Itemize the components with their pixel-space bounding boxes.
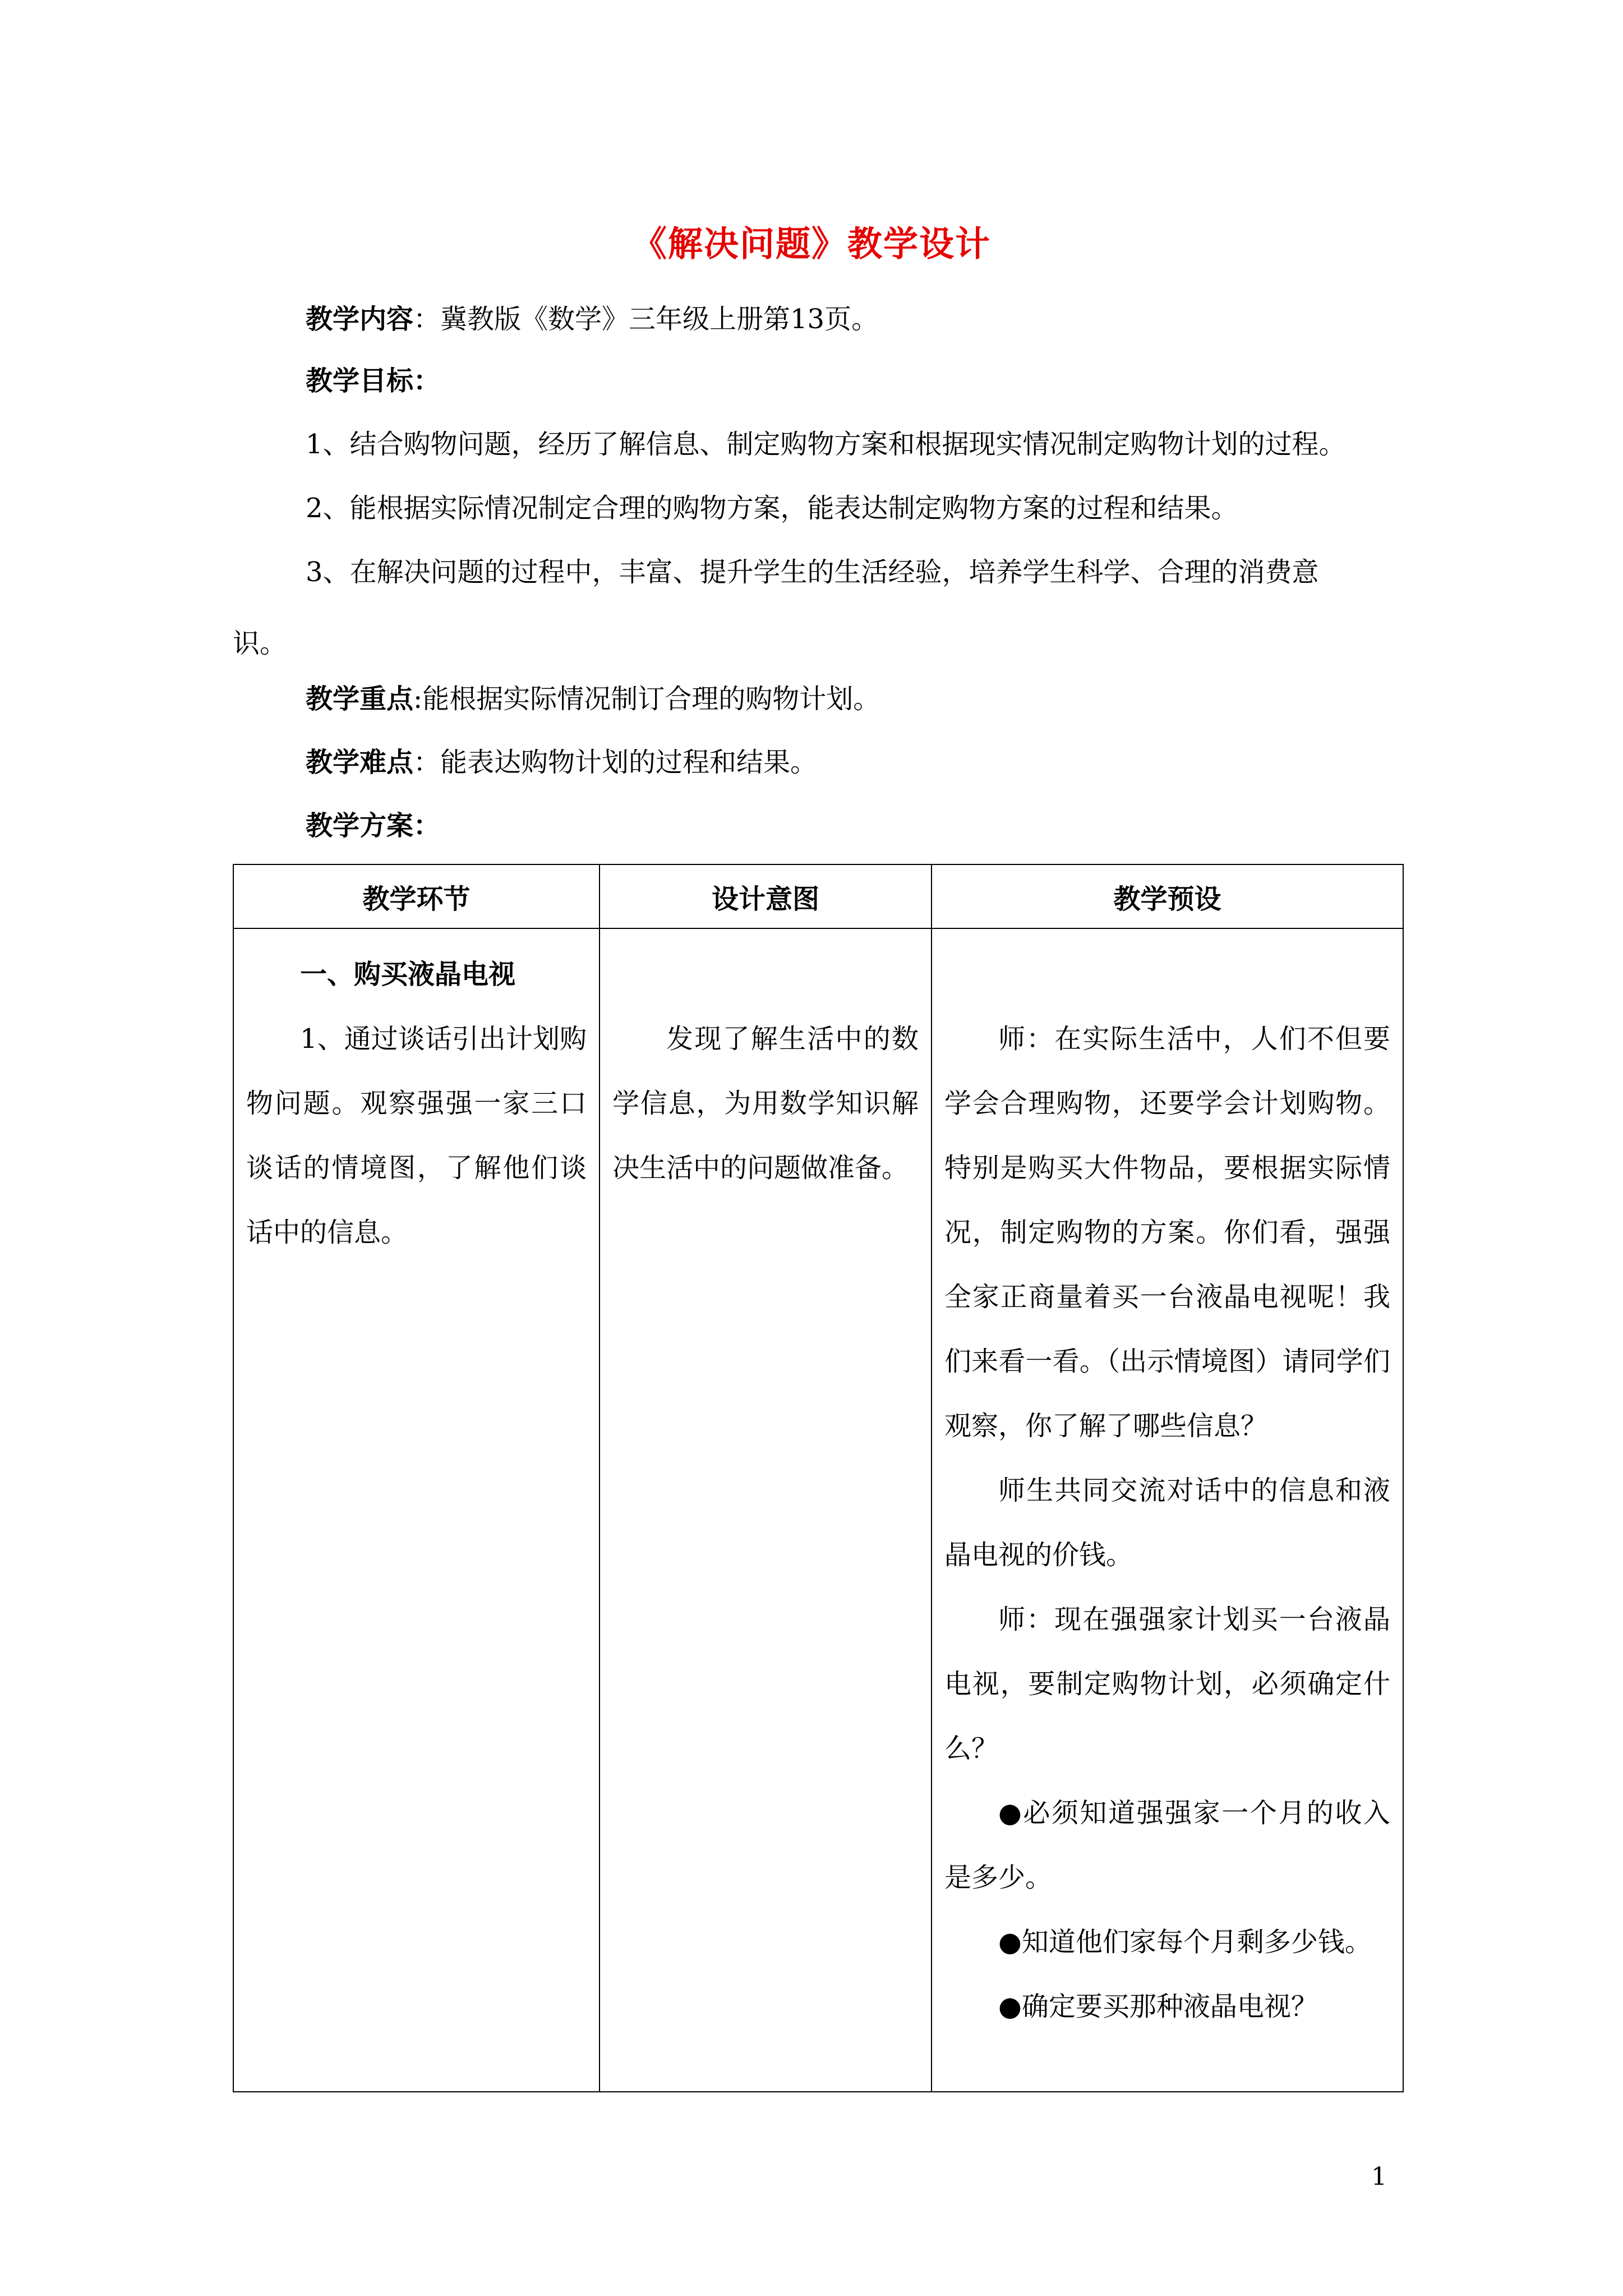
cell-teaching-plan	[932, 928, 1403, 2092]
difficulty-text: ：能表达购物计划的过程和结果。	[413, 747, 818, 778]
key-point-label: 教学重点	[306, 683, 414, 715]
goal-item-1: 1、结合购物问题，经历了解信息、制定购物方案和根据现实情况制定购物计划的过程。	[306, 429, 1346, 460]
table-header-row	[233, 864, 1403, 928]
plan-paragraph: 师：现在强强家计划买一台液晶电视，要制定购物计划，必须确定什么？	[944, 1604, 1390, 1764]
plan-bullet: ●必须知道强强家一个月的收入是多少。	[944, 1797, 1390, 1893]
header-teaching-stage: 教学环节	[233, 864, 600, 928]
key-point-text: :能根据实际情况制订合理的购物计划。	[413, 683, 880, 715]
document-title: 《解决问题》教学设计	[631, 223, 991, 264]
plan-paragraph: 师：在实际生活中，人们不但要学会合理购物，还要学会计划购物。特别是购买大件物品，要根据实际情况，制定购物的方案。你们看，强强全家正商量着买一台液晶电视呢！我们来看一看。（出示情境图）请同学们观察，你了解了哪些信息？	[944, 1023, 1390, 1442]
teaching-content	[306, 303, 1402, 335]
header-teaching-plan: 教学预设	[932, 864, 1403, 928]
cell-design-intent	[600, 928, 932, 2092]
goal-item-3: 3、在解决问题的过程中，丰富、提升学生的生活经验，培养学生科学、合理的消费意	[306, 556, 1319, 588]
teaching-plan-label: 教学方案：	[306, 810, 441, 841]
goal-item-2: 2、能根据实际情况制定合理的购物方案，能表达制定购物方案的过程和结果。	[306, 493, 1238, 524]
goal-item-3-continuation: 识。	[233, 628, 287, 659]
intent-text: 发现了解生活中的数学信息，为用数学知识解决生活中的问题做准备。	[612, 1023, 919, 1184]
page-number: 1	[1371, 2162, 1387, 2191]
teaching-goals-label: 教学目标：	[306, 365, 441, 397]
teaching-plan-table	[233, 864, 1404, 2092]
difficulty-label: 教学难点	[306, 747, 414, 778]
teaching-difficulty	[306, 749, 1402, 776]
cell-teaching-stage	[233, 928, 600, 2092]
teaching-key-point	[306, 683, 1402, 715]
plan-bullet: ●知道他们家每个月剩多少钱。	[998, 1926, 1372, 1958]
header-design-intent: 设计意图	[600, 864, 932, 928]
teaching-content-label: 教学内容	[306, 303, 414, 335]
teaching-content-text: ：冀教版《数学》三年级上册第13页。	[413, 303, 879, 335]
stage-text: 1、通过谈话引出计划购物问题。观察强强一家三口谈话的情境图，了解他们谈话中的信息。	[246, 1023, 587, 1248]
plan-bullet: ●确定要买那种液晶电视？	[998, 1991, 1318, 2022]
plan-paragraph: 师生共同交流对话中的信息和液晶电视的价钱。	[944, 1475, 1390, 1571]
table-row	[233, 928, 1403, 2092]
stage-heading: 一、购买液晶电视	[300, 959, 516, 990]
